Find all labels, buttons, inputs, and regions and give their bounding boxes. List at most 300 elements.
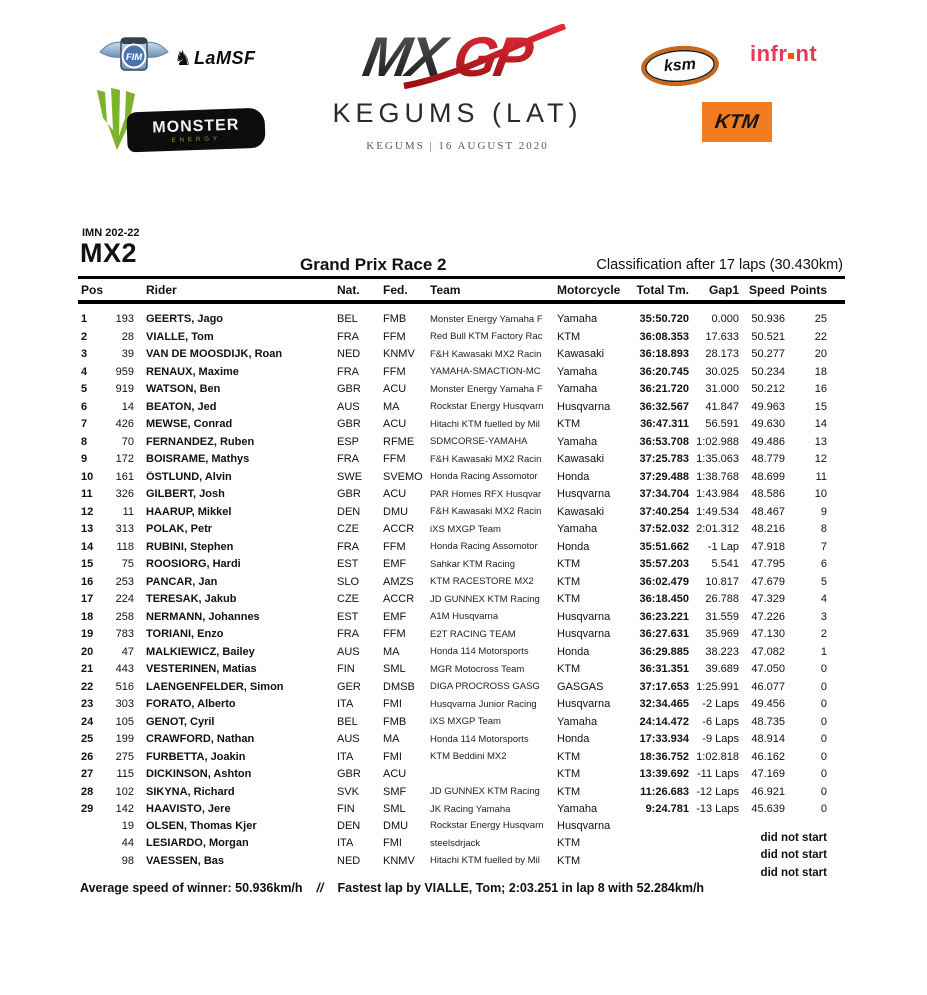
cell-speed: 47.050 (751, 663, 785, 676)
footer-stats (78, 881, 845, 895)
ktm-logo (702, 102, 772, 142)
cell-team: JD GUNNEX KTM Racing (430, 593, 540, 605)
cell-points: 9 (820, 505, 827, 518)
table-row (78, 627, 845, 645)
table-row (78, 697, 845, 715)
cell-total-time: 37:34.704 (639, 488, 689, 501)
cell-motorcycle: Husqvarna (557, 610, 611, 623)
cell-team: F&H Kawasaki MX2 Racin (430, 506, 542, 518)
cell-fed: MA (383, 400, 400, 413)
col-rider: Rider (146, 282, 177, 297)
cell-position: 8 (81, 435, 88, 448)
col-speed: Speed (748, 282, 785, 297)
cell-bib-number: 172 (115, 453, 134, 466)
cell-nat: DEN (337, 819, 361, 832)
cell-position: 10 (81, 470, 94, 483)
cell-motorcycle: Yamaha (557, 365, 598, 378)
col-fed: Fed. (383, 282, 408, 297)
ksm-club-logo (640, 43, 721, 88)
cell-total-time: 36:27.631 (639, 628, 689, 641)
mxgp-logo (352, 24, 567, 90)
cell-motorcycle: KTM (557, 330, 581, 343)
cell-total-time: 36:02.479 (639, 575, 689, 588)
cell-points: 0 (820, 785, 827, 798)
cell-points: 3 (820, 610, 827, 623)
cell-position: 29 (81, 803, 94, 816)
cell-nat: GER (337, 680, 361, 693)
cell-gap: 1:02.988 (696, 435, 739, 448)
infront-label-left: infr (750, 41, 788, 66)
cell-points: 0 (820, 715, 827, 728)
cell-rider: RUBINI, Stephen (146, 540, 234, 553)
cell-nat: FIN (337, 803, 355, 816)
cell-speed: 49.963 (751, 400, 785, 413)
col-pos: Pos (81, 282, 104, 297)
table-row (78, 785, 845, 803)
cell-nat: GBR (337, 488, 361, 501)
table-row (78, 802, 845, 820)
cell-gap: 35.969 (705, 628, 739, 641)
table-row (78, 592, 845, 610)
cell-team: Monster Energy Yamaha F (430, 313, 543, 325)
cell-nat: SWE (337, 470, 363, 483)
cell-position: 22 (81, 680, 94, 693)
cell-points: 2 (820, 628, 827, 641)
cell-total-time: 18:36.752 (639, 750, 689, 763)
cell-motorcycle: Husqvarna (557, 819, 611, 832)
cell-motorcycle: KTM (557, 558, 581, 571)
table-row (78, 330, 845, 348)
cell-team: Honda Racing Assomotor (430, 541, 538, 553)
table-row (78, 645, 845, 663)
classification-document (78, 226, 845, 895)
cell-gap: 10.817 (705, 575, 739, 588)
table-row (78, 347, 845, 365)
cell-bib-number: 28 (121, 330, 134, 343)
cell-points: 6 (820, 558, 827, 571)
cell-gap: -11 Laps (697, 768, 739, 781)
cell-total-time: 36:29.885 (639, 645, 689, 658)
cell-motorcycle: Honda (557, 540, 590, 553)
cell-fed: DMU (383, 505, 409, 518)
cell-position: 12 (81, 505, 94, 518)
cell-team: Honda 114 Motorsports (430, 733, 529, 745)
classification-info: Classification after 17 laps (30.430km) (596, 257, 843, 273)
cell-nat: EST (337, 558, 359, 571)
cell-fed: FMI (383, 750, 402, 763)
cell-total-time: 36:31.351 (639, 663, 689, 676)
cell-team: Sahkar KTM Racing (430, 558, 516, 570)
cell-bib-number: 313 (115, 523, 134, 536)
cell-total-time: 37:17.653 (639, 680, 689, 693)
cell-speed: 50.936 (751, 313, 785, 326)
cell-gap: -9 Laps (702, 733, 739, 746)
cell-bib-number: 11 (122, 505, 134, 518)
cell-team: DIGA PROCROSS GASG (430, 681, 540, 693)
cell-bib-number: 44 (121, 837, 134, 849)
class-name: MX2 (80, 238, 138, 268)
cell-fed: FFM (383, 453, 406, 466)
cell-position: 2 (81, 330, 88, 343)
cell-team: Rockstar Energy Husqvarn (430, 401, 544, 413)
cell-fed: KNMV (383, 348, 415, 361)
cell-speed: 48.467 (751, 505, 785, 518)
cell-motorcycle: Yamaha (557, 383, 598, 396)
cell-team: Hitachi KTM fuelled by Mil (430, 418, 540, 430)
cell-points: 25 (814, 313, 827, 326)
cell-motorcycle: Yamaha (557, 523, 598, 536)
cell-motorcycle: Yamaha (557, 435, 598, 448)
cell-motorcycle: KTM (557, 750, 581, 763)
cell-gap: -6 Laps (702, 715, 739, 728)
cell-position: 11 (81, 488, 93, 501)
cell-team: Honda Racing Assomotor (430, 471, 538, 483)
cell-points: 20 (814, 348, 827, 361)
cell-gap: 31.000 (705, 383, 739, 396)
cell-motorcycle: Husqvarna (557, 488, 611, 501)
cell-bib-number: 161 (115, 470, 134, 483)
cell-rider: ROOSIORG, Hardi (146, 558, 241, 571)
cell-rider: OLSEN, Thomas Kjer (146, 819, 257, 832)
cell-position: 4 (81, 365, 88, 378)
cell-position: 23 (81, 698, 94, 711)
cell-points: 13 (814, 435, 827, 448)
cell-speed: 48.216 (751, 523, 785, 536)
cell-position: 7 (81, 418, 88, 431)
cell-motorcycle: KTM (557, 593, 581, 606)
cell-total-time: 37:52.032 (639, 523, 689, 536)
cell-position: 26 (81, 750, 94, 763)
cell-bib-number: 70 (121, 435, 134, 448)
cell-team: iXS MXGP Team (430, 523, 501, 535)
cell-team: YAMAHA-SMACTION-MC (430, 366, 541, 378)
ktm-label: KTM (713, 110, 761, 133)
lamsf-logo (174, 48, 255, 69)
cell-nat: DEN (337, 505, 361, 518)
cell-total-time: 36:18.893 (639, 348, 689, 361)
cell-team: A1M Husqvarna (430, 611, 499, 623)
lamsf-label: LaMSF (193, 48, 256, 68)
cell-speed: 46.077 (751, 680, 785, 693)
cell-speed: 48.586 (751, 488, 785, 501)
cell-bib-number: 102 (115, 785, 134, 798)
cell-rider: POLAK, Petr (146, 523, 213, 536)
cell-points: 7 (820, 540, 827, 553)
cell-rider: VAN DE MOOSDIJK, Roan (146, 348, 283, 361)
cell-bib-number: 193 (115, 313, 134, 326)
cell-rider: FERNANDEZ, Ruben (146, 435, 255, 448)
cell-position: 19 (81, 628, 94, 641)
cell-gap: 30.025 (705, 365, 739, 378)
cell-nat: ITA (337, 750, 354, 763)
cell-total-time: 37:40.254 (639, 505, 689, 518)
cell-nat: ITA (337, 698, 354, 711)
cell-rider: VESTERINEN, Matias (146, 663, 257, 676)
cell-speed: 47.169 (751, 768, 785, 781)
cell-bib-number: 19 (121, 819, 134, 832)
table-row (78, 452, 845, 470)
svg-text:GP: GP (448, 25, 535, 88)
infront-label-right: nt (795, 41, 818, 66)
cell-gap: 1:49.534 (696, 505, 739, 518)
cell-speed: 48.914 (751, 733, 785, 746)
average-speed: Average speed of winner: 50.936km/h (80, 881, 303, 895)
table-row (78, 505, 845, 523)
cell-fed: SML (383, 663, 406, 676)
cell-bib-number: 326 (115, 488, 134, 501)
cell-bib-number: 783 (115, 628, 134, 641)
cell-status: did not start (760, 849, 827, 861)
cell-points: 1 (820, 645, 827, 658)
cell-position: 13 (81, 523, 94, 536)
col-gap: Gap1 (708, 282, 739, 297)
cell-points: 0 (820, 698, 827, 711)
cell-speed: 45.639 (751, 803, 785, 816)
cell-motorcycle: GASGAS (557, 680, 604, 693)
cell-gap: 2:01.312 (696, 523, 739, 536)
cell-rider: TORIANI, Enzo (146, 628, 224, 641)
cell-bib-number: 118 (116, 540, 134, 553)
cell-gap: 56.591 (705, 418, 739, 431)
results-body (78, 312, 845, 879)
cell-nat: NED (337, 854, 361, 867)
race-title: Grand Prix Race 2 (300, 255, 447, 274)
cell-rider: RENAUX, Maxime (146, 365, 239, 378)
cell-fed: FMI (383, 837, 402, 849)
cell-fed: FFM (383, 330, 406, 343)
cell-team: F&H Kawasaki MX2 Racin (430, 453, 542, 465)
cell-points: 5 (820, 575, 827, 588)
cell-position: 28 (81, 785, 94, 798)
cell-fed: KNMV (383, 854, 415, 867)
cell-position: 6 (81, 400, 88, 413)
cell-fed: DMSB (383, 680, 415, 693)
cell-nat: GBR (337, 418, 361, 431)
cell-position: 24 (81, 715, 94, 728)
cell-gap: 1:02.818 (696, 750, 739, 763)
cell-motorcycle: KTM (557, 854, 581, 867)
cell-bib-number: 142 (115, 803, 134, 816)
cell-gap: -1 Lap (707, 540, 739, 553)
cell-team: JK Racing Yamaha (430, 803, 511, 815)
table-row (78, 365, 845, 383)
cell-gap: 1:35.063 (696, 453, 739, 466)
cell-rider: VIALLE, Tom (146, 330, 214, 343)
cell-total-time: 11:26.683 (640, 785, 689, 798)
cell-nat: BEL (337, 313, 358, 326)
cell-speed: 50.521 (751, 330, 785, 343)
cell-points: 0 (820, 803, 827, 816)
cell-motorcycle: KTM (557, 768, 581, 781)
cell-points: 0 (820, 680, 827, 693)
cell-rider: GENOT, Cyril (146, 715, 215, 728)
cell-motorcycle: KTM (557, 785, 581, 798)
cell-team: KTM Beddini MX2 (430, 751, 507, 763)
cell-gap: 26.788 (705, 593, 739, 606)
cell-bib-number: 199 (115, 733, 134, 746)
cell-rider: CRAWFORD, Nathan (146, 733, 255, 746)
cell-position: 5 (81, 383, 88, 396)
cell-bib-number: 224 (115, 593, 134, 606)
cell-points: 18 (814, 365, 827, 378)
cell-total-time: 36:20.745 (639, 365, 689, 378)
cell-team: steelsdrjack (430, 837, 481, 849)
cell-bib-number: 47 (121, 645, 134, 658)
cell-bib-number: 275 (115, 750, 134, 763)
table-row (78, 750, 845, 768)
cell-bib-number: 516 (115, 680, 134, 693)
cell-total-time: 24:14.472 (639, 715, 689, 728)
cell-rider: DICKINSON, Ashton (146, 768, 252, 781)
cell-rider: BOISRAME, Mathys (146, 453, 250, 466)
cell-bib-number: 75 (121, 558, 134, 571)
cell-total-time: 35:57.203 (639, 558, 689, 571)
cell-rider: FORATO, Alberto (146, 698, 236, 711)
cell-team: KTM RACESTORE MX2 (430, 576, 534, 588)
monster-energy-logo (85, 86, 260, 168)
cell-status: did not start (760, 866, 827, 879)
cell-rider: TERESAK, Jakub (146, 593, 237, 606)
table-row (78, 540, 845, 558)
cell-position: 15 (81, 558, 94, 571)
cell-rider: HAAVISTO, Jere (146, 803, 231, 816)
cell-gap: 5.541 (711, 558, 739, 571)
cell-position: 20 (81, 645, 94, 658)
cell-bib-number: 303 (115, 698, 134, 711)
cell-gap: 1:43.984 (696, 488, 739, 501)
cell-total-time: 32:34.465 (639, 698, 689, 711)
table-row (78, 382, 845, 400)
cell-gap: 38.223 (705, 645, 739, 658)
cell-points: 0 (820, 733, 827, 746)
cell-nat: CZE (337, 523, 359, 536)
cell-fed: FFM (383, 540, 406, 553)
table-row (78, 662, 845, 680)
cell-bib-number: 98 (121, 854, 134, 867)
cell-motorcycle: KTM (557, 575, 581, 588)
cell-team: Hitachi KTM fuelled by Mil (430, 855, 540, 866)
table-row (78, 417, 845, 435)
cell-rider: GILBERT, Josh (146, 488, 225, 501)
cell-speed: 47.918 (751, 540, 785, 553)
cell-position: 1 (81, 313, 88, 326)
table-row (78, 610, 845, 628)
cell-fed: AMZS (383, 575, 414, 588)
cell-total-time: 17:33.934 (639, 733, 689, 746)
cell-fed: SVEMO (383, 470, 423, 483)
cell-speed: 47.679 (751, 575, 785, 588)
svg-text:MX: MX (358, 25, 448, 88)
cell-motorcycle: Honda (557, 645, 590, 658)
cell-nat: EST (337, 610, 359, 623)
table-row (78, 732, 845, 750)
cell-speed: 46.162 (751, 750, 785, 763)
cell-rider: LESIARDO, Morgan (146, 837, 249, 849)
cell-motorcycle: Husqvarna (557, 698, 611, 711)
cell-position: 14 (81, 540, 94, 553)
cell-speed: 50.277 (751, 348, 785, 361)
cell-fed: ACU (383, 418, 407, 431)
monster-label: MONSTER (152, 115, 240, 137)
cell-team: F&H Kawasaki MX2 Racin (430, 348, 542, 360)
table-row (78, 575, 845, 593)
cell-speed: 48.735 (751, 715, 785, 728)
cell-total-time: 13:39.692 (639, 768, 689, 781)
cell-team: MGR Motocross Team (430, 663, 525, 675)
infront-logo (750, 41, 817, 67)
cell-fed: FMI (383, 698, 402, 711)
cell-motorcycle: Yamaha (557, 313, 598, 326)
cell-points: 10 (814, 488, 827, 501)
cell-total-time: 36:18.450 (639, 593, 689, 606)
cell-nat: FRA (337, 540, 359, 553)
cell-status: did not start (760, 831, 827, 844)
cell-nat: FRA (337, 453, 359, 466)
cell-fed: FFM (383, 628, 406, 641)
svg-text:FIM: FIM (125, 52, 143, 63)
cell-points: 4 (820, 593, 827, 606)
col-team: Team (430, 282, 461, 297)
cell-nat: AUS (337, 645, 360, 658)
table-row (78, 470, 845, 488)
cell-motorcycle: Honda (557, 733, 590, 746)
ksm-club-label: ksm (663, 55, 697, 76)
cell-motorcycle: KTM (557, 418, 581, 431)
cell-fed: FFM (383, 365, 406, 378)
cell-gap: 31.559 (705, 610, 739, 623)
cell-bib-number: 39 (121, 348, 134, 361)
cell-nat: SVK (337, 785, 360, 798)
cell-speed: 47.226 (751, 610, 785, 623)
col-nat: Nat. (337, 282, 360, 297)
cell-rider: PANCAR, Jan (146, 575, 218, 588)
cell-speed: 49.630 (751, 418, 785, 431)
cell-bib-number: 105 (115, 715, 134, 728)
cell-points: 11 (815, 470, 827, 483)
cell-points: 22 (814, 330, 827, 343)
cell-nat: FRA (337, 628, 359, 641)
cell-fed: DMU (383, 819, 409, 832)
cell-points: 8 (820, 523, 827, 536)
cell-total-time: 37:29.488 (639, 470, 689, 483)
table-row (78, 400, 845, 418)
cell-fed: EMF (383, 610, 407, 623)
cell-total-time: 35:51.662 (639, 540, 689, 553)
cell-fed: ACCR (383, 523, 415, 536)
cell-team: JD GUNNEX KTM Racing (430, 786, 540, 798)
cell-gap: 17.633 (705, 330, 739, 343)
cell-speed: 46.921 (751, 785, 785, 798)
cell-fed: FMB (383, 715, 407, 728)
cell-speed: 47.082 (751, 645, 785, 658)
cell-fed: FMB (383, 313, 407, 326)
cell-nat: ESP (337, 435, 360, 448)
cell-fed: RFME (383, 435, 415, 448)
cell-gap: 0.000 (711, 313, 739, 326)
infront-dot-icon (788, 53, 794, 59)
footer-separator: // (316, 881, 324, 895)
cell-position: 9 (81, 453, 88, 466)
cell-motorcycle: KTM (557, 837, 581, 849)
cell-speed: 50.234 (751, 365, 785, 378)
cell-rider: NERMANN, Johannes (146, 610, 260, 623)
cell-position: 21 (81, 663, 94, 676)
table-header-row (78, 279, 845, 300)
table-row (78, 487, 845, 505)
cell-nat: FRA (337, 330, 359, 343)
cell-nat: ITA (337, 837, 354, 849)
cell-position: 17 (81, 593, 94, 606)
